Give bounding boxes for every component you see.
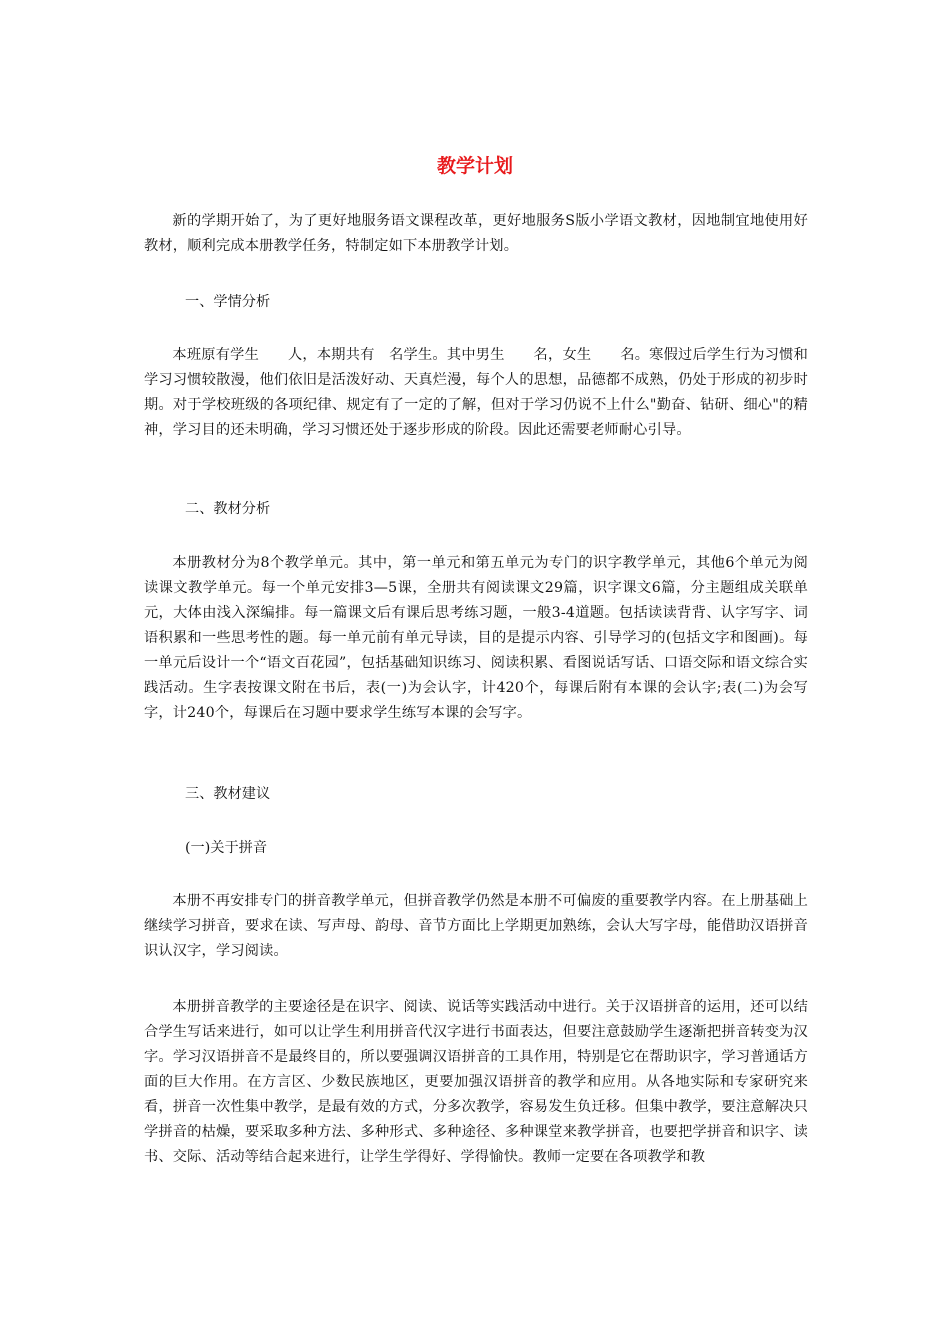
student-analysis-text: 本班原有学生 人，本期共有 名学生。其中男生 名，女生 名。寒假过后学生行为习惯和学习习惯较散漫，他们依旧是活泼好动、天真烂漫，每个人的思想，品德都不成熟，仍处于形成的初步时期。对于学校班级的各项纪律、规定有了一定的了解，但对于学习仍说不上什么"勤奋、钻研、细心"的精神，学习目的还未明确，学习习惯还处于逐步形成的阶段。因此还需要老师耐心引导。 (144, 347, 808, 438)
page-title: 教学计划 (436, 155, 513, 177)
section-heading-textbook-analysis: 二、教材分析 (185, 501, 271, 517)
subheading-pinyin: (一)关于拼音 (185, 840, 268, 856)
section-heading-student-analysis: 一、学情分析 (185, 294, 271, 310)
textbook-analysis-paragraph (144, 551, 808, 726)
pinyin-paragraph-1 (144, 889, 808, 964)
pinyin-text-2: 本册拼音教学的主要途径是在识字、阅读、说话等实践活动中进行。关于汉语拼音的运用，还可以结合学生写话来进行，如可以让学生利用拼音代汉字进行书面表达，但要注意鼓励学生逐渐把拼音转变为汉字。学习汉语拼音不是最终目的，所以要强调汉语拼音的工具作用，特别是它在帮助识字，学习普通话方面的巨大作用。在方言区、少数民族地区，更要加强汉语拼音的教学和应用。从各地实际和专家研究来看，拼音一次性集中教学，是最有效的方式，分多次教学，容易发生负迁移。但集中教学，要注意解决只学拼音的枯燥，要采取多种方法、多种形式、多种途径、多种课堂来教学拼音，也要把学拼音和识字、读书、交际、活动等结合起来进行，让学生学得好、学得愉快。教师一定要在各项教学和教 (144, 999, 808, 1165)
pinyin-paragraph-2 (144, 995, 808, 1170)
student-analysis-paragraph (144, 343, 808, 443)
pinyin-text-1: 本册不再安排专门的拼音教学单元，但拼音教学仍然是本册不可偏废的重要教学内容。在上册基础上继续学习拼音，要求在读、写声母、韵母、音节方面比上学期更加熟练，会认大写字母，能借助汉语拼音识认汉字，学习阅读。 (144, 893, 808, 959)
section-heading-textbook-suggestions: 三、教材建议 (185, 786, 271, 802)
intro-text: 新的学期开始了，为了更好地服务语文课程改革，更好地服务S版小学语文教材，因地制宜地使用好教材，顺利完成本册教学任务，特制定如下本册教学计划。 (144, 213, 808, 254)
intro-paragraph (144, 209, 808, 259)
textbook-analysis-text: 本册教材分为8个教学单元。其中，第一单元和第五单元为专门的识字教学单元，其他6个单元为阅读课文教学单元。每一个单元安排3—5课，全册共有阅读课文29篇，识字课文6篇，分主题组成关联单元，大体由浅入深编排。每一篇课文后有课后思考练习题，一般3-4道题。包括读读背背、认字写字、词语积累和一些思考性的题。每一单元前有单元导读，目的是提示内容、引导学习的(包括文字和图画)。每一单元后设计一个“语文百花园”，包括基础知识练习、阅读积累、看图说话写话、口语交际和语文综合实践活动。生字表按课文附在书后，表(一)为会认字，计420个，每课后附有本课的会认字;表(二)为会写字，计240个，每课后在习题中要求学生练写本课的会写字。 (144, 555, 808, 721)
